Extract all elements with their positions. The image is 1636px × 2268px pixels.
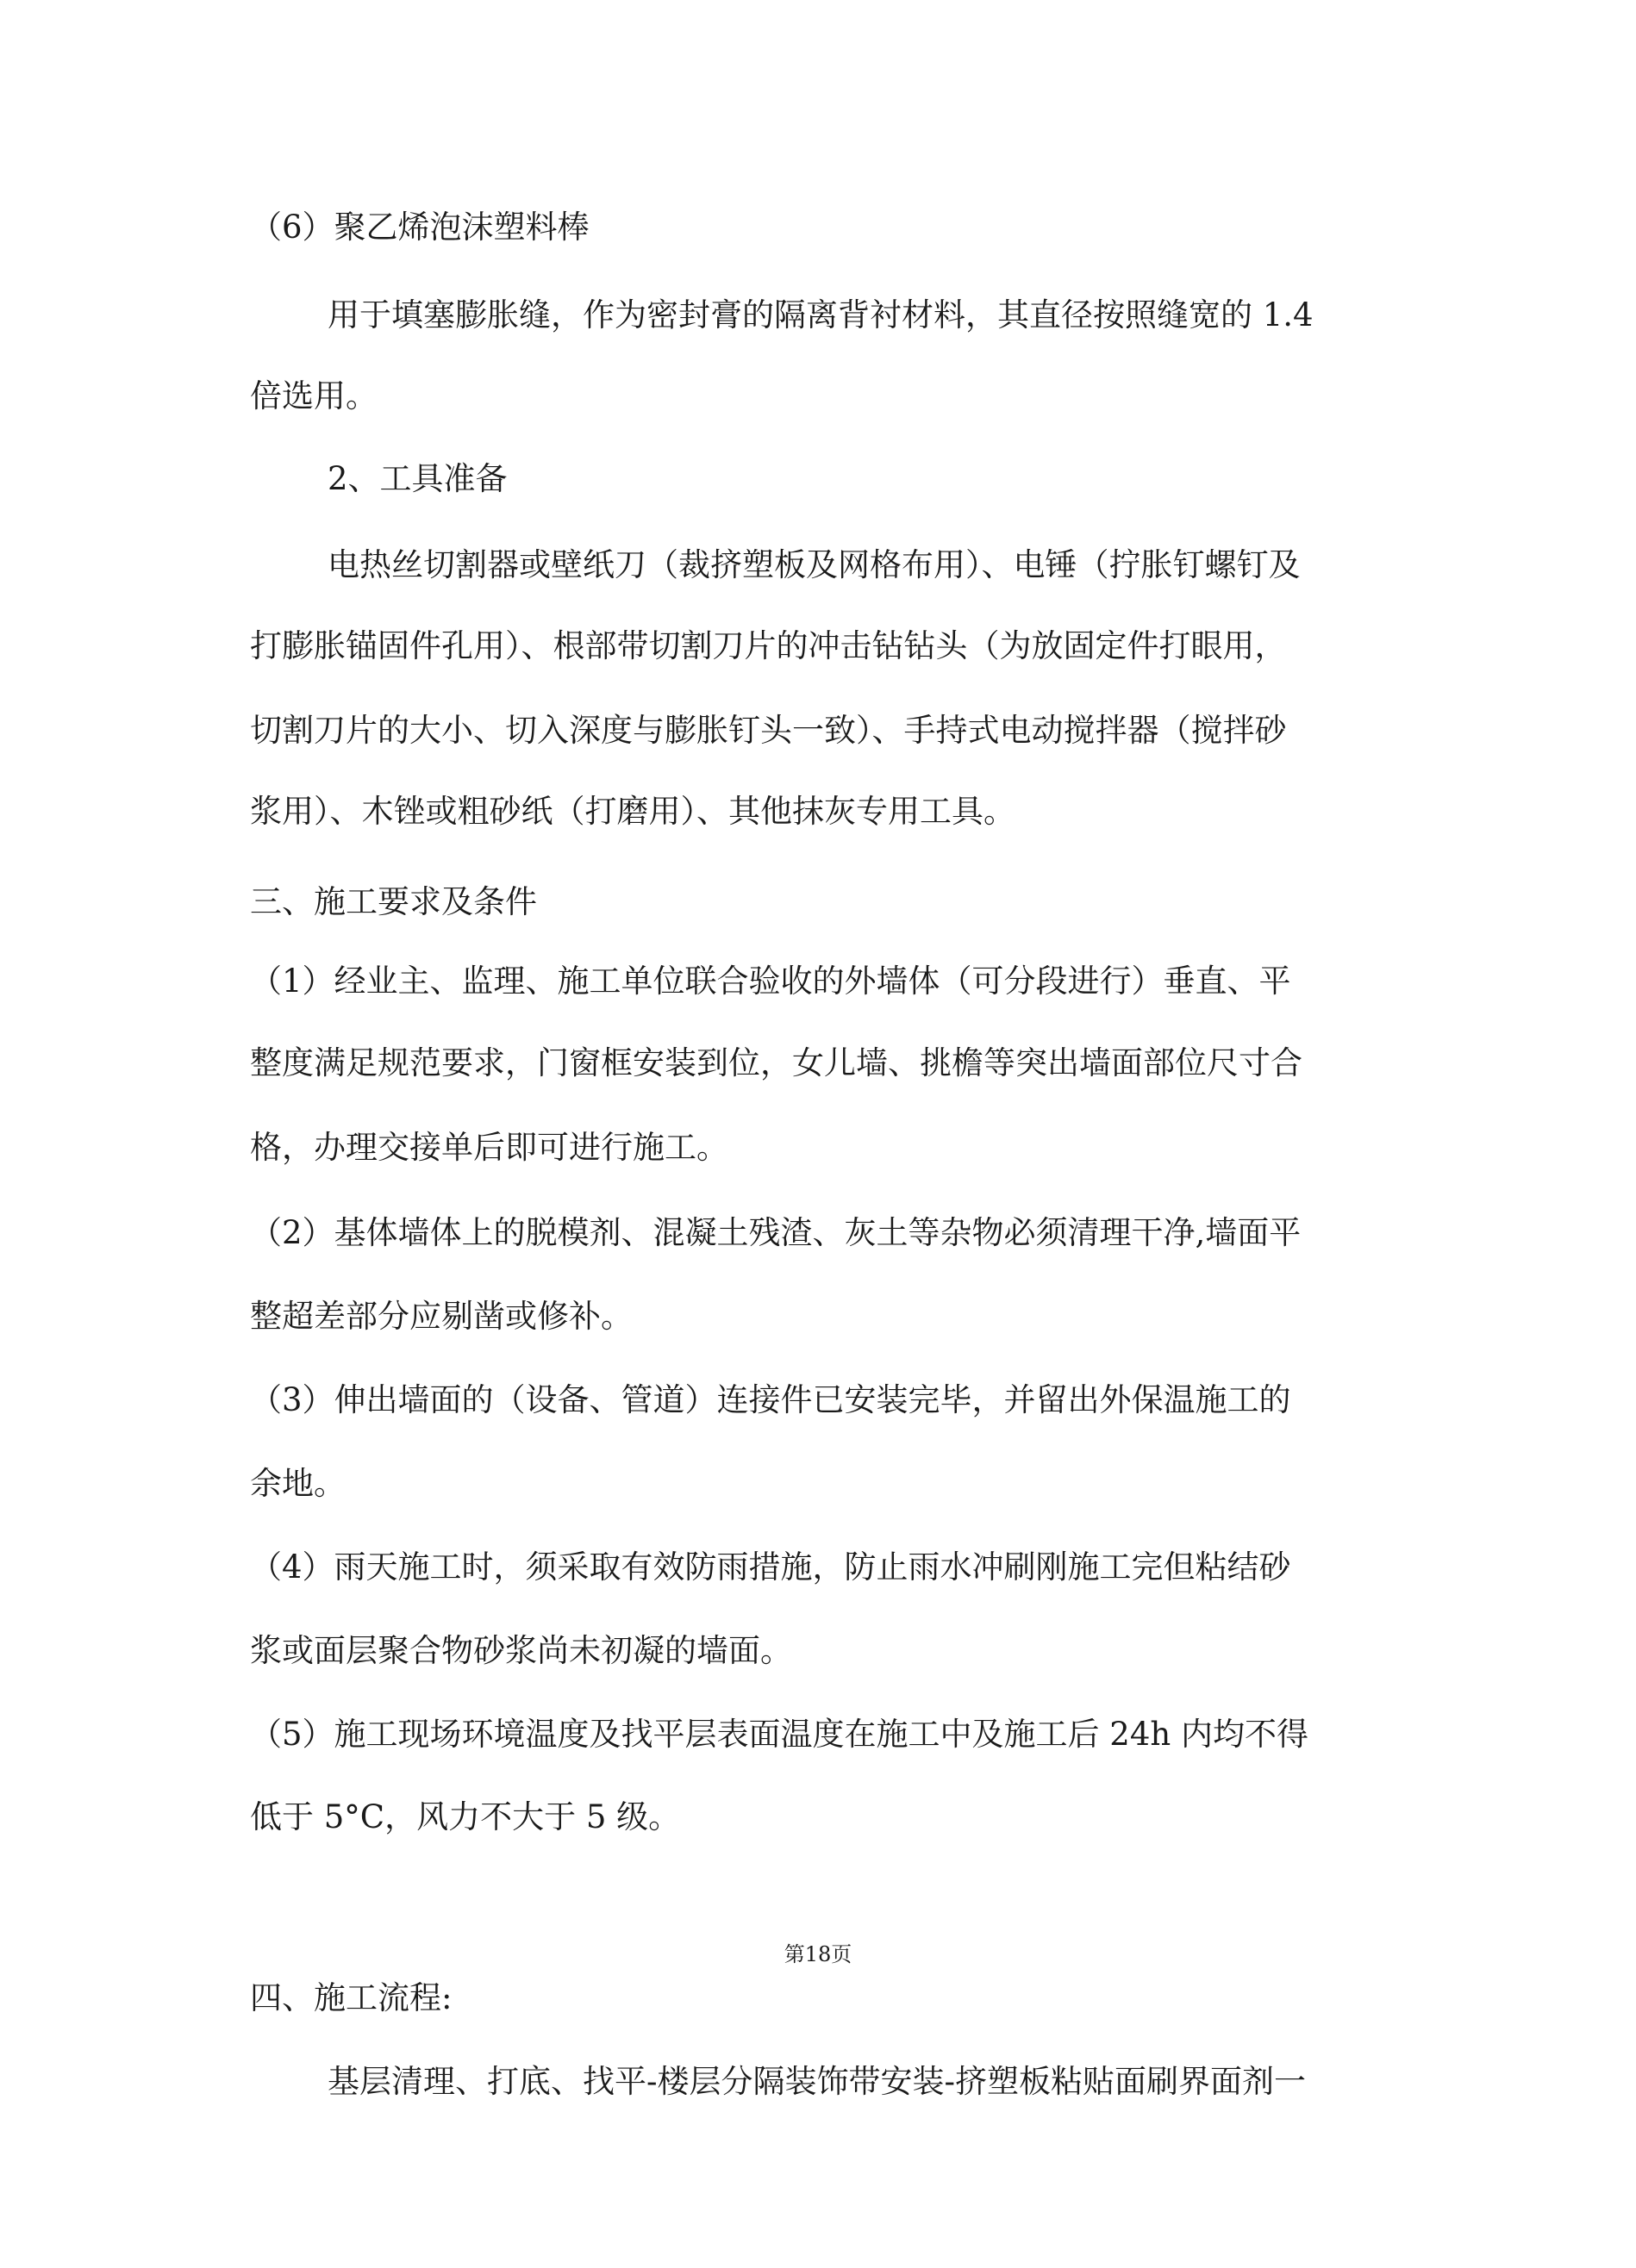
paragraph-line: 余地。 xyxy=(250,1465,346,1502)
paragraph-line: （3）伸出墙面的（设备、管道）连接件已安装完毕，并留出外保温施工的 xyxy=(250,1381,1291,1418)
paragraph-line: 整度满足规范要求，门窗框安装到位，女儿墙、挑檐等突出墙面部位尺寸合 xyxy=(250,1044,1302,1081)
page-number: 第18页 xyxy=(784,1942,852,1966)
paragraph-line: 打膨胀锚固件孔用）、根部带切割刀片的冲击钻钻头（为放固定件打眼用， xyxy=(250,627,1287,664)
paragraph-line: （2）基体墙体上的脱模剂、混凝土残渣、灰土等杂物必须清理干净,墙面平 xyxy=(250,1214,1302,1251)
section-heading-requirements: 三、施工要求及条件 xyxy=(250,883,537,920)
section-heading-process: 四、施工流程: xyxy=(250,1979,453,2016)
paragraph-line: 低于 5°C，风力不大于 5 级。 xyxy=(250,1798,681,1835)
paragraph-line: 倍选用。 xyxy=(250,377,378,414)
paragraph-line: 整超差部分应剔凿或修补。 xyxy=(250,1298,633,1335)
paragraph-line: 浆或面层聚合物砂浆尚未初凝的墙面。 xyxy=(250,1632,792,1669)
paragraph-line: 电热丝切割器或壁纸刀（裁挤塑板及网格布用）、电锤（拧胀钉螺钉及 xyxy=(328,546,1301,583)
paragraph-line: （1）经业主、监理、施工单位联合验收的外墙体（可分段进行）垂直、平 xyxy=(250,963,1291,1000)
paragraph-line: 切割刀片的大小、切入深度与膨胀钉头一致）、手持式电动搅拌器（搅拌砂 xyxy=(250,712,1287,749)
section-heading-tools: 2、工具准备 xyxy=(328,460,508,497)
paragraph-line: 格，办理交接单后即可进行施工。 xyxy=(250,1129,728,1166)
paragraph-line: （4）雨天施工时，须采取有效防雨措施，防止雨水冲刷刚施工完但粘结砂 xyxy=(250,1548,1291,1586)
paragraph-line: 浆用）、木锉或粗砂纸（打磨用）、其他抹灰专用工具。 xyxy=(250,793,1015,830)
paragraph-line: 基层清理、打底、找平-楼层分隔装饰带安装-挤塑板粘贴面刷界面剂一 xyxy=(328,2063,1307,2100)
subheading-6: （6）聚乙烯泡沫塑料棒 xyxy=(250,209,590,246)
paragraph-line: （5）施工现场环境温度及找平层表面温度在施工中及施工后 24h 内均不得 xyxy=(250,1716,1308,1753)
paragraph-line: 用于填塞膨胀缝，作为密封膏的隔离背衬材料，其直径按照缝宽的 1.4 xyxy=(328,296,1314,333)
